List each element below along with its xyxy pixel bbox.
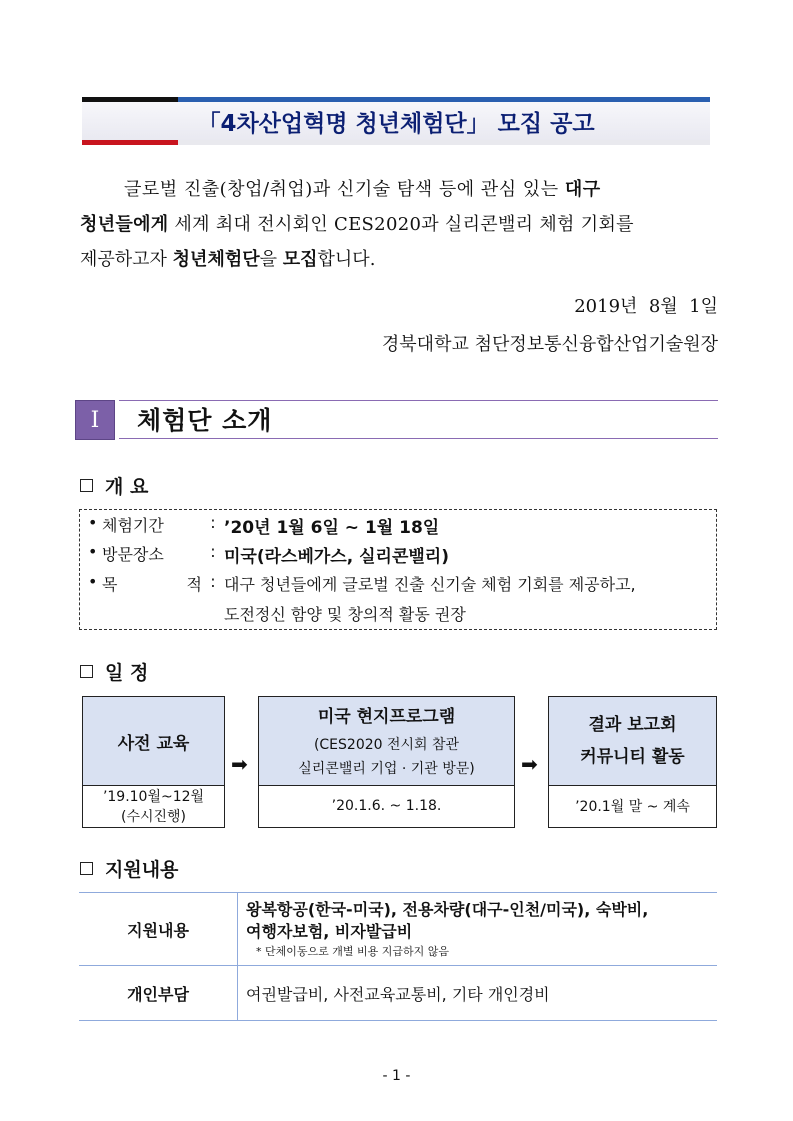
schedule-step xyxy=(548,696,717,828)
intro-text: 합니다. xyxy=(317,249,376,270)
support-heading-text: 지원내용 xyxy=(105,859,179,881)
overview-box xyxy=(79,509,717,630)
colon: : xyxy=(210,513,216,532)
table-row-label: 지원내용 xyxy=(79,893,238,965)
schedule-step-title: 커뮤니티 활동 xyxy=(580,747,685,767)
overview-heading-text: 개 요 xyxy=(105,476,149,498)
checkbox-icon xyxy=(80,665,93,678)
support-value-text: 왕복항공(한국-미국), 전용차량(대구-인천/미국), 숙박비, xyxy=(246,900,649,919)
section-title: 체험단 소개 xyxy=(137,406,273,435)
section-number: I xyxy=(75,400,115,440)
schedule-step-title: 미국 현지프로그램 xyxy=(317,706,456,727)
schedule-step xyxy=(82,696,225,828)
overview-row xyxy=(88,542,449,567)
intro-emphasis: 청년체험단 xyxy=(172,249,260,270)
period-text: ’20.1.6. ~ 1.18. xyxy=(331,797,442,814)
schedule-step-detail: (CES2020 전시회 참관 xyxy=(313,736,460,753)
section-header xyxy=(75,400,718,440)
overview-row-continued xyxy=(224,602,466,625)
support-heading xyxy=(80,855,178,882)
colon: : xyxy=(210,572,216,591)
intro-line xyxy=(80,207,720,242)
intro-text: 세계 최대 전시회인 CES2020과 실리콘밸리 체험 기회를 xyxy=(168,214,634,235)
overview-label-text: 목 xyxy=(102,575,118,594)
intro-text: 글로벌 진출(창업/취업)과 신기술 탐색 등에 관심 있는 xyxy=(124,179,565,200)
overview-value: 도전정신 함양 및 창의적 활동 권장 xyxy=(224,605,466,624)
schedule-step xyxy=(258,696,515,828)
overview-label xyxy=(102,572,202,595)
intro-emphasis: 청년들에게 xyxy=(80,214,169,235)
banner-bar xyxy=(82,140,178,145)
arrow-right-icon: ➡ xyxy=(521,752,538,776)
intro-paragraph xyxy=(80,172,720,277)
overview-label xyxy=(102,513,202,538)
intro-line xyxy=(80,242,720,277)
overview-label xyxy=(102,542,202,567)
support-value-text: 여행자보험, 비자발급비 xyxy=(246,922,413,941)
overview-row xyxy=(88,572,636,595)
arrow-right-icon: ➡ xyxy=(231,752,248,776)
schedule-step-head xyxy=(83,697,224,786)
support-note: * 단체이동으로 개별 비용 지급하지 않음 xyxy=(256,945,449,958)
intro-text: 을 xyxy=(259,249,283,270)
table-row-value xyxy=(238,893,717,965)
support-value-text: 여권발급비, 사전교육교통비, 기타 개인경비 xyxy=(246,984,550,1004)
overview-label-text: 체험기간 xyxy=(102,516,164,535)
table-row xyxy=(79,966,717,1021)
schedule-heading xyxy=(80,658,148,685)
intro-emphasis: 모집 xyxy=(282,249,318,270)
table-row xyxy=(79,893,717,966)
schedule-step-title: 결과 보고회 xyxy=(588,715,677,735)
schedule-step-head xyxy=(259,697,514,786)
intro-text: 제공하고자 xyxy=(80,249,173,270)
schedule-step-period xyxy=(259,784,514,827)
title-banner xyxy=(82,97,710,145)
schedule-step-head xyxy=(549,697,716,786)
schedule-step-period xyxy=(549,784,716,827)
period-text: (수시진행) xyxy=(120,808,187,825)
overview-value: 미국(라스베가스, 실리콘밸리) xyxy=(224,547,449,567)
checkbox-icon xyxy=(80,862,93,875)
schedule-step-detail: 실리콘밸리 기업 · 기관 방문) xyxy=(298,760,475,777)
page-number: - 1 - xyxy=(382,1068,411,1084)
bullet: • xyxy=(88,542,98,561)
overview-label-text: 적 xyxy=(186,575,202,594)
period-text: ’19.10월~12월 xyxy=(102,788,205,805)
overview-heading xyxy=(80,472,148,499)
overview-label-text: 방문장소 xyxy=(102,545,164,564)
banner-bar xyxy=(178,140,710,145)
intro-line xyxy=(80,172,720,207)
schedule-heading-text: 일 정 xyxy=(105,662,149,684)
announcement-date: 2019년 8월 1일 xyxy=(574,296,718,317)
table-row-value xyxy=(238,966,717,1020)
overview-value: 대구 청년들에게 글로벌 진출 신기술 체험 기회를 제공하고, xyxy=(224,575,636,594)
bullet: • xyxy=(88,572,98,591)
intro-emphasis: 대구 xyxy=(564,179,601,200)
colon: : xyxy=(210,542,216,561)
checkbox-icon xyxy=(80,479,93,492)
section-rule xyxy=(119,438,718,439)
table-row-label: 개인부담 xyxy=(79,966,238,1020)
period-text: ’20.1월 말 ~ 계속 xyxy=(575,798,690,815)
page-title: 「4차산업혁명 청년체험단」 모집 공고 xyxy=(82,102,710,140)
schedule-step-title: 사전 교육 xyxy=(117,733,190,754)
bullet: • xyxy=(88,513,98,532)
overview-row xyxy=(88,513,439,538)
overview-value: ’20년 1월 6일 ~ 1월 18일 xyxy=(224,518,440,538)
issuer: 경북대학교 첨단정보통신융합산업기술원장 xyxy=(381,334,718,355)
support-table xyxy=(79,892,717,1021)
schedule-step-period xyxy=(83,784,224,827)
